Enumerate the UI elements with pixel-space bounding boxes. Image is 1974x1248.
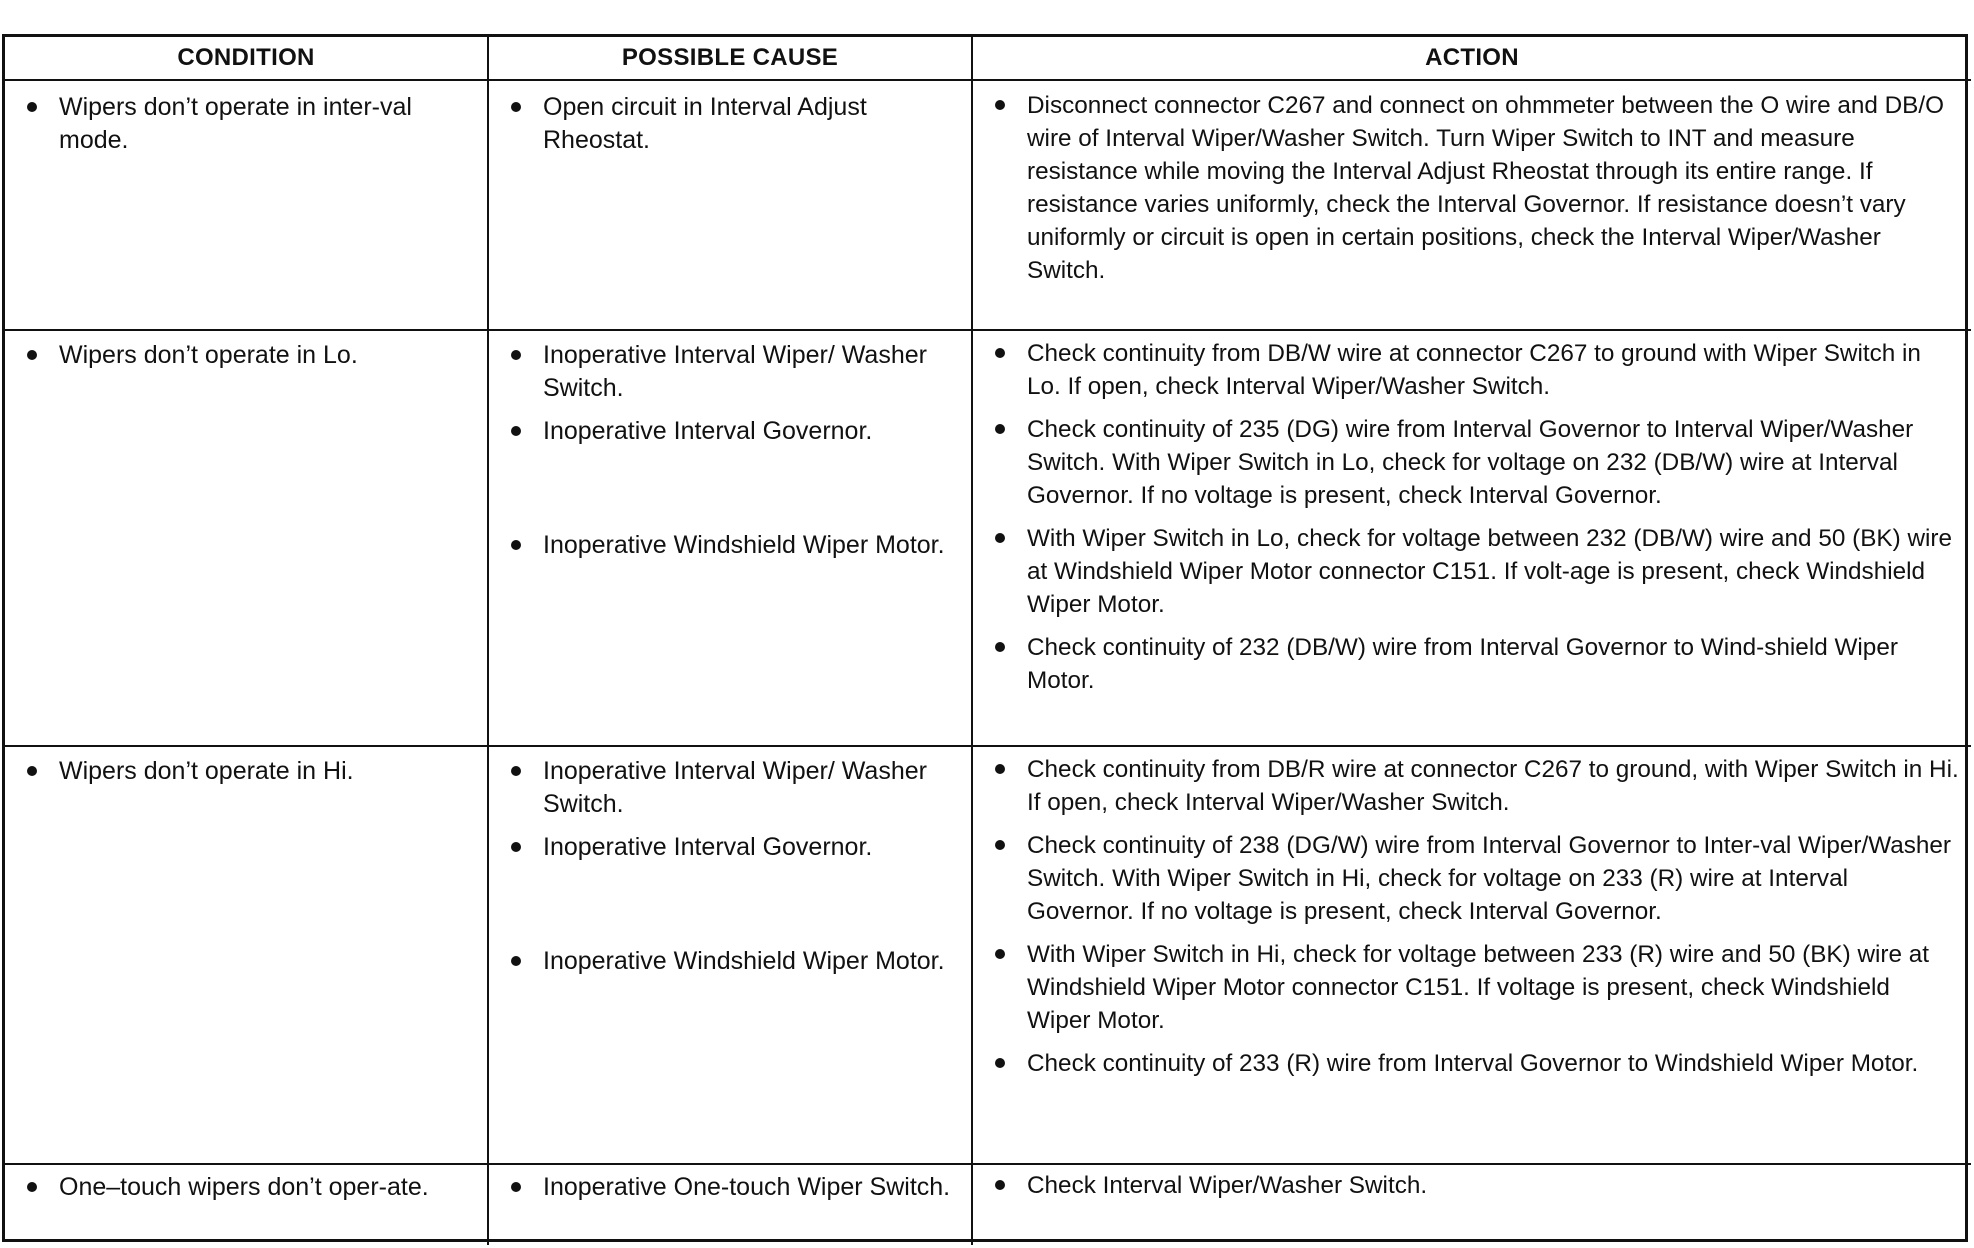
condition-item — [21, 755, 475, 788]
action-item — [989, 1047, 1959, 1080]
action-item — [989, 522, 1959, 621]
action-item — [989, 753, 1959, 819]
action-cell — [973, 331, 1971, 747]
bullet-icon — [505, 415, 527, 448]
header-action: ACTION — [973, 37, 1971, 81]
bullet-icon — [989, 522, 1011, 555]
condition-item — [21, 339, 475, 372]
cause-item — [505, 945, 959, 978]
action-item — [989, 1169, 1959, 1202]
cause-item — [505, 755, 959, 821]
action-text: Check continuity of 232 (DB/W) wire from Interval Governor to Wind-shield Wiper Motor. — [1027, 634, 1898, 694]
cause-item — [505, 831, 959, 864]
action-text: With Wiper Switch in Hi, check for voltage between 233 (R) wire and 50 (BK) wire at Windshield Wiper Motor connector C151. If voltage is present, check Windshield Wiper Motor. — [1027, 941, 1930, 1034]
action-text: Check continuity from DB/R wire at connector C267 to ground, with Wiper Switch in Hi. If open, check Interval Wiper/Washer Switch. — [1027, 756, 1959, 816]
cause-cell — [489, 747, 973, 1165]
bullet-icon — [989, 89, 1011, 122]
bullet-icon — [505, 1171, 527, 1204]
bullet-icon — [505, 339, 527, 372]
bullet-icon — [21, 755, 43, 788]
condition-cell — [5, 331, 489, 747]
condition-text: Wipers don’t operate in Hi. — [59, 757, 354, 785]
action-text: Check continuity from DB/W wire at connector C267 to ground with Wiper Switch in Lo. If open, check Interval Wiper/Washer Switch. — [1027, 340, 1921, 400]
diagnosis-table — [2, 34, 1968, 1242]
condition-cell — [5, 747, 489, 1165]
condition-item — [21, 1171, 475, 1204]
action-cell — [973, 81, 1971, 331]
bullet-icon — [21, 1171, 43, 1204]
condition-text: One–touch wipers don’t oper-ate. — [59, 1173, 429, 1201]
cause-item — [505, 91, 959, 157]
action-text: Check continuity of 235 (DG) wire from Interval Governor to Interval Wiper/Washer Switch. With Wiper Switch in Lo, check for voltage on 232 (DB/W) wire at Interval Governor. If no voltage is present, check Interval Governor. — [1027, 416, 1914, 509]
bullet-icon — [21, 91, 43, 124]
action-cell — [973, 747, 1971, 1165]
cause-text: Inoperative Interval Wiper/ Washer Switch. — [543, 757, 927, 818]
condition-cell — [5, 1165, 489, 1245]
bullet-icon — [989, 1169, 1011, 1202]
action-item — [989, 89, 1959, 287]
bullet-icon — [989, 938, 1011, 971]
cause-text: Inoperative Windshield Wiper Motor. — [543, 531, 945, 559]
cause-item — [505, 529, 959, 562]
cause-cell — [489, 81, 973, 331]
cause-cell — [489, 331, 973, 747]
bullet-icon — [989, 829, 1011, 862]
action-text: Check Interval Wiper/Washer Switch. — [1027, 1172, 1428, 1199]
bullet-icon — [505, 91, 527, 124]
cause-text: Inoperative Interval Governor. — [543, 417, 873, 445]
bullet-icon — [505, 831, 527, 864]
header-condition: CONDITION — [5, 37, 489, 81]
cause-text: Inoperative One-touch Wiper Switch. — [543, 1173, 951, 1201]
condition-text: Wipers don’t operate in Lo. — [59, 341, 358, 369]
condition-text: Wipers don’t operate in inter-val mode. — [59, 93, 412, 154]
cause-text: Inoperative Windshield Wiper Motor. — [543, 947, 945, 975]
action-item — [989, 337, 1959, 403]
action-item — [989, 631, 1959, 697]
header-possible-cause: POSSIBLE CAUSE — [489, 37, 973, 81]
bullet-icon — [505, 755, 527, 788]
bullet-icon — [989, 337, 1011, 370]
bullet-icon — [505, 945, 527, 978]
cause-text: Inoperative Interval Governor. — [543, 833, 873, 861]
bullet-icon — [989, 413, 1011, 446]
action-item — [989, 938, 1959, 1037]
action-text: Check continuity of 238 (DG/W) wire from Interval Governor to Inter-val Wiper/Washer Switch. With Wiper Switch in Hi, check for voltage on 233 (R) wire at Interval Governor. If no voltage is present, check Interval Governor. — [1027, 832, 1952, 925]
condition-item — [21, 91, 475, 157]
cause-item — [505, 1171, 959, 1204]
bullet-icon — [21, 339, 43, 372]
bullet-icon — [505, 529, 527, 562]
action-cell — [973, 1165, 1971, 1245]
cause-item — [505, 415, 959, 448]
action-text: Disconnect connector C267 and connect on ohmmeter between the O wire and DB/O wire of Interval Wiper/Washer Switch. Turn Wiper Switch to INT and measure resistance while moving the Interval Adjust Rheostat through its entire range. If resistance varies uniformly, check the Interval Governor. If resistance doesn’t vary uniformly or circuit is open in certain positions, check the Interval Wiper/Washer Switch. — [1027, 92, 1945, 284]
action-item — [989, 829, 1959, 928]
action-text: Check continuity of 233 (R) wire from Interval Governor to Windshield Wiper Motor. — [1027, 1050, 1919, 1077]
bullet-icon — [989, 753, 1011, 786]
action-item — [989, 413, 1959, 512]
bullet-icon — [989, 1047, 1011, 1080]
cause-text: Inoperative Interval Wiper/ Washer Switch. — [543, 341, 927, 402]
condition-cell — [5, 81, 489, 331]
action-text: With Wiper Switch in Lo, check for voltage between 232 (DB/W) wire and 50 (BK) wire at Windshield Wiper Motor connector C151. If volt-age is present, check Windshield Wiper Motor. — [1027, 525, 1952, 618]
cause-item — [505, 339, 959, 405]
cause-cell — [489, 1165, 973, 1245]
bullet-icon — [989, 631, 1011, 664]
cause-text: Open circuit in Interval Adjust Rheostat. — [543, 93, 867, 154]
